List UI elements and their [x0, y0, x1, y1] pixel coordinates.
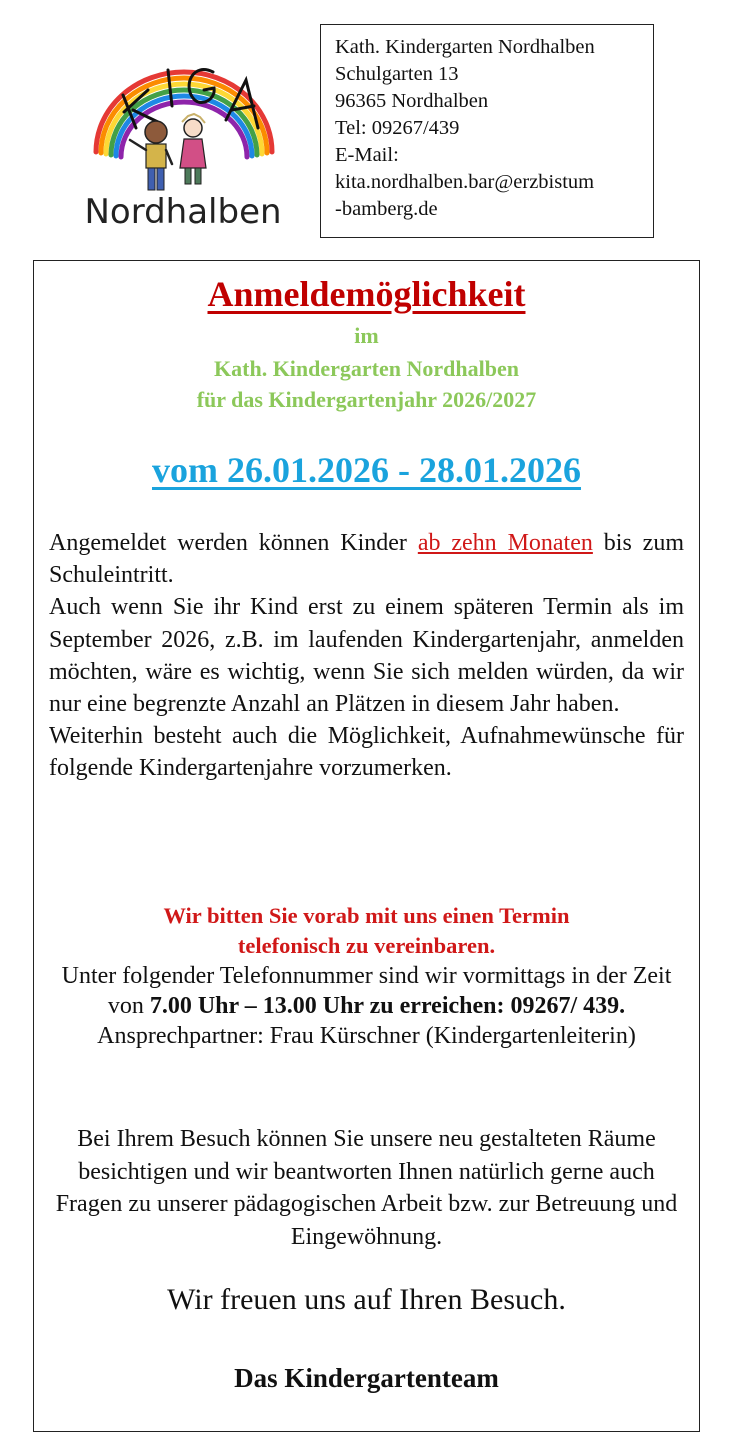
kiga-logo: [68, 40, 298, 235]
paragraph-age: [49, 527, 684, 591]
appointment-request-line1: Wir bitten Sie vorab mit uns einen Termin: [163, 903, 570, 928]
subtitle-year: für das Kindergartenjahr 2026/2027: [196, 387, 537, 412]
appointment-request-line2: telefonisch zu vereinbaren.: [237, 933, 496, 958]
address-email-part1[interactable]: kita.nordhalben.bar@erzbistum: [335, 171, 595, 193]
subtitle-kindergarten: Kath. Kindergarten Nordhalben: [214, 356, 519, 381]
contact-person: Ansprechpartner: Frau Kürschner (Kindergartenleiterin): [97, 1023, 636, 1049]
paragraph-future-years: Weiterhin besteht auch die Möglichkeit, Aufnahmewünsche für folgende Kindergartenjahre vorzumerken.: [49, 723, 684, 782]
date-range: vom 26.01.2026 - 28.01.2026: [152, 450, 581, 490]
address-city: 96365 Nordhalben: [335, 90, 489, 112]
office-hours: [44, 991, 689, 1021]
body-text: [49, 527, 684, 785]
office-hours-prefix: von: [107, 993, 150, 1019]
paragraph-age-after: bis zum Schuleintritt.: [49, 530, 684, 589]
signature: Das Kindergartenteam: [234, 1363, 499, 1393]
paragraph-age-before: Angemeldet werden können Kinder: [49, 530, 418, 556]
subtitle-im: im: [354, 323, 379, 348]
rainbow-children-logo-icon: [68, 40, 298, 235]
address-phone: Tel: 09267/439: [335, 117, 460, 139]
logo-text: Nordhalben: [84, 192, 282, 232]
address-org: Kath. Kindergarten Nordhalben: [335, 36, 595, 58]
headline: Anmeldemöglichkeit: [207, 274, 526, 314]
address-email-part2[interactable]: -bamberg.de: [335, 198, 438, 220]
paragraph-later-date: Auch wenn Sie ihr Kind erst zu einem späteren Termin als im September 2026, z.B. im laufenden Kindergartenjahr, anmelden möchten, wäre es wichtig, wenn Sie sich melden würden, da wir nur eine begrenzte Anzahl an Plätzen in diesem Jahr haben.: [49, 594, 684, 718]
notice-box: [33, 260, 700, 1432]
appointment-section: [44, 901, 689, 1051]
address-email-label: E-Mail:: [335, 144, 399, 166]
age-highlight: ab zehn Monaten: [417, 530, 593, 556]
visit-text: Bei Ihrem Besuch können Sie unsere neu gestalteten Räume besichtigen und wir beantworten Ihnen natürlich gerne auch Fragen zu unserer pädagogischen Arbeit bzw. zur Betreuung und Eingewöhnung.: [55, 1126, 678, 1250]
phone-intro: Unter folgender Telefonnummer sind wir vormittags in der Zeit: [61, 963, 672, 989]
closing-line: Wir freuen uns auf Ihren Besuch.: [167, 1283, 566, 1316]
address-box: [320, 24, 654, 238]
address-street: Schulgarten 13: [335, 63, 459, 85]
office-hours-bold: 7.00 Uhr – 13.00 Uhr zu erreichen: 09267/ 439.: [149, 993, 626, 1019]
